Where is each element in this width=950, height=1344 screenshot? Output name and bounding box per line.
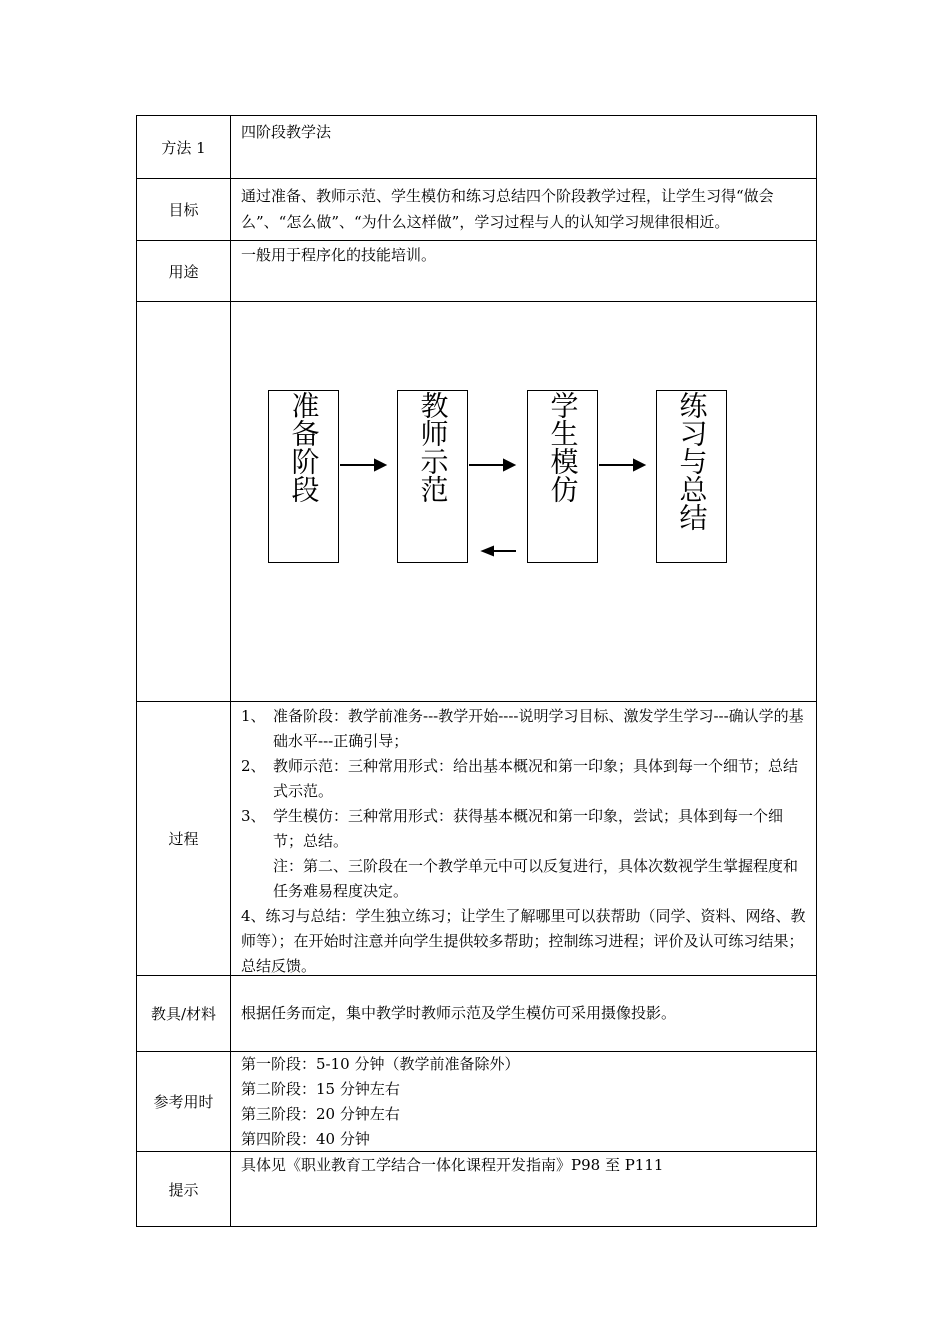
time-content <box>241 1052 808 1152</box>
time-line-2: 第二阶段：15 分钟左右 <box>241 1080 400 1098</box>
label-time: 参考用时 <box>137 1052 231 1151</box>
method-table <box>136 115 817 1227</box>
process-item-4: 4、练习与总结：学生独立练习；让学生了解哪里可以获帮助（同学、资料、网络、教师等）；在开始时注意并向学生提供较多帮助；控制练习进程；评价及认可练习结果；总结反馈。 <box>241 907 806 975</box>
value-method: 四阶段教学法 <box>241 123 332 141</box>
arrowhead-2 <box>504 460 514 470</box>
process-item-2: 2、 教师示范：三种常用形式：给出基本概况和第一印象；具体到每一个细节；总结式示范。 <box>241 757 799 800</box>
arrowhead-back <box>483 547 493 555</box>
row-process <box>137 702 816 976</box>
value-goal: 通过准备、教师示范、学生模仿和练习总结四个阶段教学过程，让学生习得“做会么”、“怎么做”、“为什么这样做”，学习过程与人的认知学习规律很相近。 <box>241 187 774 231</box>
time-line-1: 第一阶段：5-10 分钟（教学前准备除外） <box>241 1055 520 1073</box>
label-materials: 教具/材料 <box>137 976 231 1051</box>
row-usage <box>137 241 816 302</box>
value-materials: 根据任务而定，集中教学时教师示范及学生模仿可采用摄像投影。 <box>241 1004 677 1022</box>
time-line-4: 第四阶段：40 分钟 <box>241 1130 370 1148</box>
label-usage: 用途 <box>137 241 231 301</box>
step-label-demo: 教师示范 <box>416 391 450 503</box>
process-item-3: 3、 学生模仿：三种常用形式：获得基本概况和第一印象，尝试；具体到每一个细节；总结。 <box>241 807 784 850</box>
label-goal: 目标 <box>137 179 231 240</box>
diagram-arrows <box>231 302 816 702</box>
arrowhead-1 <box>375 460 385 470</box>
process-item-1: 1、 准备阶段：教学前准务---教学开始----说明学习目标、激发学生学习---确认学的基础水平---正确引导； <box>241 707 804 750</box>
process-content <box>241 704 808 979</box>
label-process: 过程 <box>137 702 231 975</box>
row-tip <box>137 1152 816 1226</box>
flow-diagram <box>231 302 816 701</box>
process-note: 注：第二、三阶段在一个教学单元中可以反复进行，具体次数视学生掌握程度和任务难易程度决定。 <box>273 857 799 900</box>
arrowhead-3 <box>634 460 644 470</box>
row-goal <box>137 179 816 241</box>
row-time <box>137 1052 816 1152</box>
time-line-3: 第三阶段：20 分钟左右 <box>241 1105 400 1123</box>
value-usage: 一般用于程序化的技能培训。 <box>241 246 437 264</box>
row-materials <box>137 976 816 1052</box>
value-tip: 具体见《职业教育工学结合一体化课程开发指南》P98 至 P111 <box>241 1156 664 1174</box>
label-tip: 提示 <box>137 1152 231 1226</box>
step-label-prepare: 准备阶段 <box>287 391 321 503</box>
label-diagram <box>137 302 231 701</box>
step-label-practice: 练习与总结 <box>675 391 709 531</box>
row-method <box>137 116 816 179</box>
step-label-imitate: 学生模仿 <box>546 391 580 503</box>
row-diagram <box>137 302 816 702</box>
label-method: 方法 1 <box>137 116 231 178</box>
